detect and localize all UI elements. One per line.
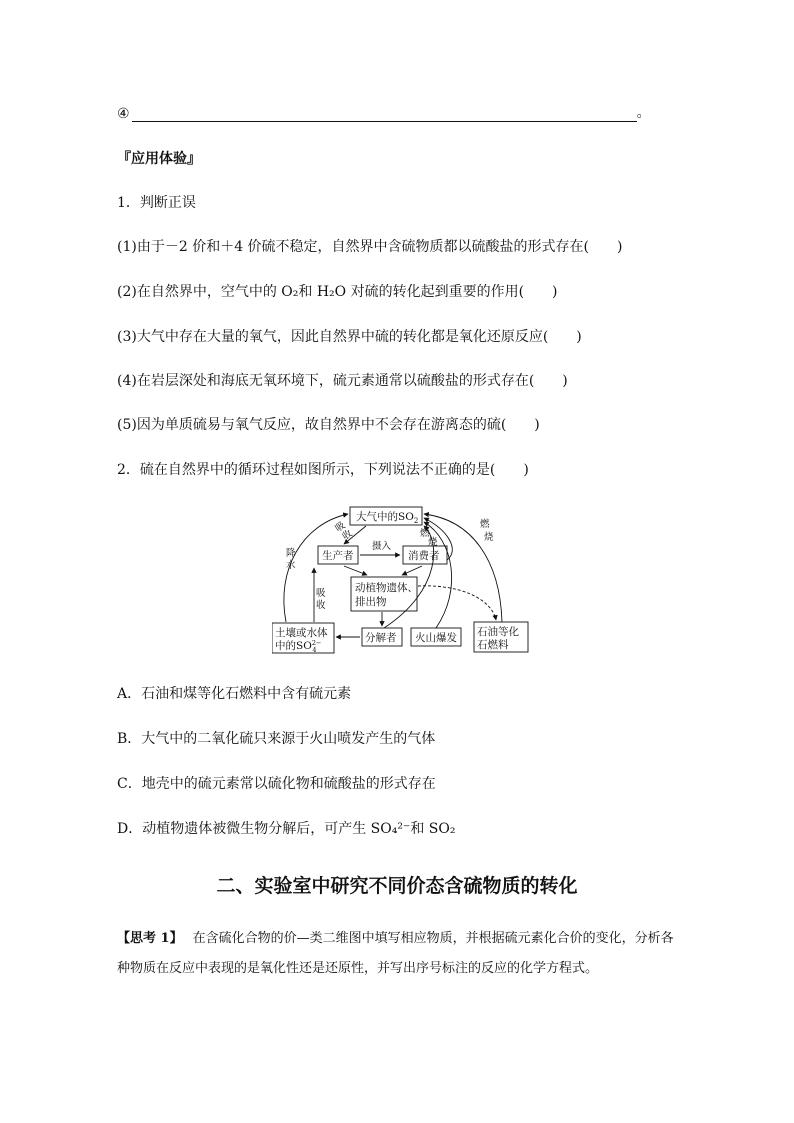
label-consumer: 消费者 <box>408 550 440 562</box>
label-soil-2: 中的$SO^{2-}$ 4 <box>275 639 322 654</box>
q2-option-d: D．动植物遗体被微生物分解后，可产生 SO₄²⁻和 SO₂ <box>117 821 456 837</box>
label-burn-outer-1: 燃 <box>480 519 490 530</box>
label-absorb-top-1: 吸 <box>333 519 348 535</box>
section-2-title: 二、实验室中研究不同价态含硫物质的转化 <box>216 875 578 897</box>
label-volcano: 火山爆发 <box>415 632 457 644</box>
answer-blank-line <box>132 107 637 122</box>
q2-option-c: C．地壳中的硫元素常以硫化物和硫酸盐的形式存在 <box>117 776 436 792</box>
label-remains-2: 排出物 <box>355 596 387 608</box>
q2-option-a: A．石油和煤等化石燃料中含有硫元素 <box>117 686 352 702</box>
q1-item-4: (4)在岩层深处和海底无氧环境下，硫元素通常以硫酸盐的形式存在( ) <box>117 373 568 389</box>
label-decomposer: 分解者 <box>365 632 397 644</box>
blank-end-punct: 。 <box>636 105 651 121</box>
label-rain-2: 水 <box>286 560 296 571</box>
label-fossil-1: 石油等化 <box>477 626 519 638</box>
label-producer: 生产者 <box>322 550 354 562</box>
think-1-text: 在含硫化合物的价—类二维图中填写相应物质，并根据硫元素化合价的变化，分析各种物质在反应中表现的是氧化性还是还原性，并写出序号标注的反应的化学方程式。 <box>117 931 674 976</box>
label-atmosphere: 大气中的$SO_2$ <box>356 511 419 525</box>
think-1-paragraph <box>117 924 677 984</box>
blank-item-4 <box>117 102 651 122</box>
sulfur-cycle-diagram <box>272 500 532 656</box>
blank-marker: ④ <box>117 106 130 122</box>
label-soil-1: 土壤或水体 <box>275 627 328 639</box>
q1-item-2: (2)在自然界中，空气中的 O₂和 H₂O 对硫的转化起到重要的作用( ) <box>117 284 558 300</box>
arrow-consumer-to-remains <box>402 566 422 575</box>
q2-option-b: B．大气中的二氧化硫只来源于火山喷发产生的气体 <box>117 731 436 747</box>
label-rain-1: 降 <box>286 548 296 559</box>
q1-item-1: (1)由于－2 价和＋4 价硫不稳定，自然界中含硫物质都以硫酸盐的形式存在( ) <box>117 239 623 255</box>
arrow-producer-to-remains <box>344 566 367 575</box>
label-absorb-top-2: 收 <box>340 527 355 543</box>
label-fossil-2: 石燃料 <box>477 639 509 651</box>
section-label-application: 『应用体验』 <box>117 151 201 167</box>
label-burn-outer-2: 烧 <box>484 532 494 543</box>
label-absorb-2: 收 <box>316 600 326 611</box>
arrow-remains-to-fossil <box>418 586 496 620</box>
label-intake: 摄入 <box>372 541 392 552</box>
label-remains-1: 动植物遗体、 <box>355 582 418 594</box>
label-absorb-1: 吸 <box>316 588 326 599</box>
q1-title: 1．判断正误 <box>117 195 196 211</box>
think-1-tag: 【思考 1】 <box>117 931 183 946</box>
arrow-fossil-burn <box>424 514 502 622</box>
label-burn-inner-1: 燃 <box>420 528 430 539</box>
q1-item-3: (3)大气中存在大量的氧气，因此自然界中硫的转化都是氧化还原反应( ) <box>117 329 582 345</box>
q2-title: 2．硫在自然界中的循环过程如图所示，下列说法不正确的是( ) <box>117 462 529 478</box>
q1-item-5: (5)因为单质硫易与氧气反应，故自然界中不会存在游离态的硫( ) <box>117 417 540 433</box>
label-burn-inner-2: 烧 <box>428 537 438 548</box>
